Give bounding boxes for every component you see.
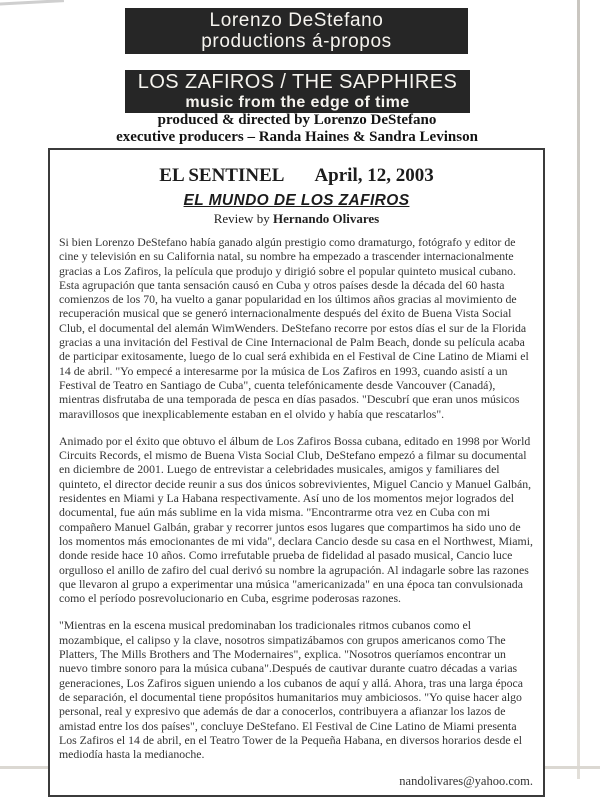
article-byline (50, 211, 543, 226)
article-headline: EL MUNDO DE LOS ZAFIROS (183, 192, 410, 209)
article-paragraph: Si bien Lorenzo DeStefano había ganado algún prestigio como dramaturgo, fotógrafo y editor de cine y televisión en su California natal, su nombre ha empezado a trascender internacionalmente gracias a Los Zafiros, la película que produjo y dirigió sobre el popular quinteto musical cubano. Esta agrupación que tanta sensación causó en Cuba y otros países desde la década del 60 hasta comienzos de los 70, ha vuelto a ganar popularidad en los últimos años gracias al movimiento de recuperación musical que se generó internacionalmente después del éxito de Buena Vista Social Club, el documental del alemán WimWenders. DeStefano recorre por estos días el sur de la Florida gracias a una invitación del Festival de Cine Internacional de Palm Beach, donde su película acaba de participar exitosamente, luego de lo cual será exhibida en el Festival de Cine Latino de Miami el 14 de abril. "Yo empecé a interesarme por la música de Los Zafiros en 1993, cuando asistí a un Festival de Teatro en Santiago de Cuba", cuenta telefónicamente desde Vancouver (Canadá), mientras disfrutaba de una temporada de pesca en días pasados. "Descubrí que eran unos músicos maravillosos que inexplicablemente estaban en el olvido y había que rescatarlos". (59, 235, 529, 421)
credit-executive-producers: executive producers – Randa Haines & Sandra Levinson (116, 129, 478, 145)
film-title: LOS ZAFIROS / THE SAPPHIRES (137, 71, 458, 93)
byline-prefix: Review by (213, 211, 273, 226)
credit-producer-director: produced & directed by Lorenzo DeStefano (157, 112, 437, 128)
publication-date: April, 12, 2003 (314, 165, 434, 186)
publication-header (50, 165, 543, 187)
production-company-banner (125, 8, 468, 54)
production-company-name: Lorenzo DeStefano (209, 10, 384, 31)
scan-artifact-top-left (0, 0, 64, 6)
article-paragraph: Animado por el éxito que obtuvo el álbum de Los Zafiros Bossa cubana, editado en 1998 por World Circuits Records, el mismo de Buena Vista Social Club, DeStefano empezó a filmar su documental en diciembre de 2001. Luego de entrevistar a celebridades musicales, amigos y familiares del quinteto, el director decide reunir a sus dos únicos sobrevivientes, Miguel Cancio y Manuel Galbán, residentes en Miami y La Habana respectivamente. Así uno de los momentos mejor logrados del documental, fue aún más sublime en la vida misma. "Encontrarme otra vez en Cuba con mi compañero Manuel Galbán, grabar y recorrer juntos esos lugares que compartimos ha sido uno de los momentos más emocionantes de mi vida", declara Cancio desde su casa en el Northwest, Miami, donde reside hace 10 años. Como irrefutable prueba de fidelidad al pasado musical, Cancio luce orgulloso el anillo de zafiro del cual derivó su nombre la agrupación. Al indagarle sobre las razones que llevaron al grupo a experimentar una música "americanizada" en una época tan convulsionada como el período posrevolucionario en Cuba, esgrime poderosas razones. (59, 433, 533, 606)
film-subtitle: music from the edge of time (185, 94, 410, 111)
byline-author: Hernando Olivares (272, 211, 380, 226)
article-paragraph: "Mientras en la escena musical predominaban los tradicionales ritmos cubanos como el mozambique, el calipso y la clave, nosotros simpatizábamos con grupos americanos como The Platters, The Mills Brothers and The Modernaires", explica. "Nosotros queríamos encontrar un nuevo timbre sonoro para la música cubana".Después de cautivar durante cuatro décadas a varias generaciones, Los Zafiros siguen uniendo a los cubanos de aquí y allá. Ahora, tras una larga época de separación, el documental tiene propósitos humanitarios muy ambiciosos. "Yo quise hacer algo personal, real y expresivo que además de dar a conocerlos, contribuyera a afianzar los lazos de amistad entre los dos países", concluye DeStefano. El Festival de Cine Latino de Miami presenta Los Zafiros el 14 de abril, en el Teatro Tower de la Pequeña Habana, en diversos horarios desde el mediodía hasta la medianoche. (59, 618, 523, 762)
article-clipping-box (48, 148, 545, 797)
film-title-banner (125, 70, 470, 113)
article-body (50, 235, 543, 761)
contact-email: nandolivares@yahoo.com. (399, 774, 533, 789)
film-credits (0, 112, 594, 146)
publication-name: EL SENTINEL (159, 165, 285, 186)
production-company-tagline: productions á-propos (201, 31, 392, 52)
